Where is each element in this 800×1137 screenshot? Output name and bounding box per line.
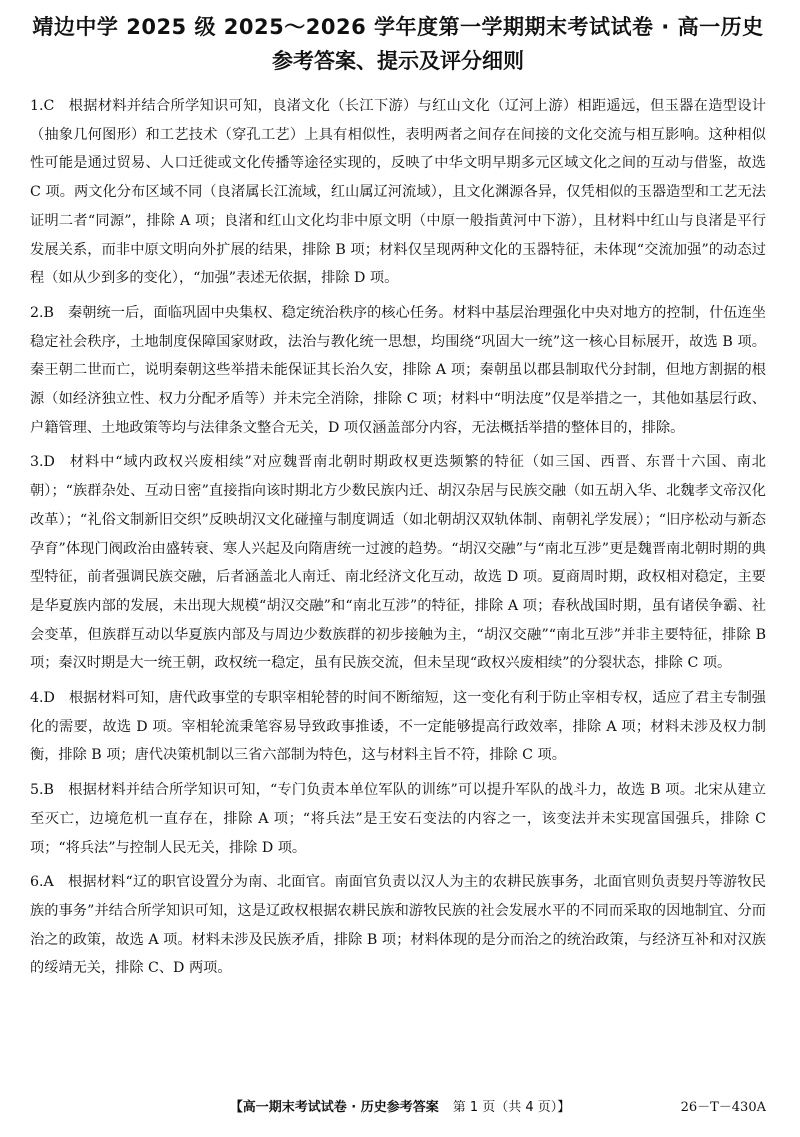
item-number: 5.: [30, 782, 44, 799]
item-number: 1.: [30, 98, 44, 114]
footer-page-number: 第 1 页（共 4 页）】: [452, 1100, 571, 1115]
item-answer: D: [43, 690, 55, 707]
answer-item-6: [30, 868, 766, 983]
page-subtitle: 参考答案、提示及评分细则: [272, 49, 524, 73]
item-explanation: 秦朝统一后，面临巩固中央集权、稳定统治秩序的核心任务。材料中基层治理强化中央对地方的控制，什伍连坐稳定社会秩序，土地制度保障国家财政，法治与教化统一思想，均围绕“巩固大一统”这一核心目标展开，故选 B 项。秦王朝二世而亡，说明秦朝这些举措未能保证其长治久安，排除 A 项；秦朝虽以郡县制取代分封制，但地方割据的根源（如经济独立性、权力分配矛盾等）并未完全消除，排除 C 项；材料中“明法度”仅是举措之一，其他如基层行政、户籍管理、土地政策等均与法律条文整合无关，D 项仅涵盖部分内容，无法概括举措的整体目的，排除。: [30, 304, 766, 436]
item-explanation: 根据材料并结合所学知识可知，“专门负责本单位军队的训练”可以提升军队的战斗力，故选 B 项。北宋从建立至灭亡，边境危机一直存在，排除 A 项；“将兵法”是王安石变法的内容之一，该变法并未实现富国强兵，排除 C 项；“将兵法”与控制人民无关，排除 D 项。: [30, 782, 766, 856]
answer-item-2: [30, 299, 766, 443]
item-explanation: 根据材料“辽的职官设置分为南、北面官。南面官负责以汉人为主的农耕民族事务，北面官则负责契丹等游牧民族的事务”并结合所学知识可知，这是辽政权根据农耕民族和游牧民族的社会发展水平的不同而采取的因地制宜、分而治之的政策，故选 A 项。材料未涉及民族矛盾，排除 B 项；材料体现的是分而治之的统治政策，与经济互补和对汉族的绥靖无关，排除 C、D 两项。: [30, 874, 766, 977]
item-number: 6.: [30, 874, 44, 891]
item-number: 3.: [30, 454, 44, 471]
item-explanation: 根据材料并结合所学知识可知，良渚文化（长江下游）与红山文化（辽河上游）相距遥远，但玉器在造型设计（抽象几何图形）和工艺技术（穿孔工艺）上具有相似性，表明两者之间存在间接的文化交流与相互影响。这种相似性可能是通过贸易、人口迁徙或文化传播等途径实现的，反映了中华文明早期多元区域文化之间的互动与借鉴，故选 C 项。两文化分布区域不同（良渚属长江流域，红山属辽河流域），且文化渊源各异，仅凭相似的玉器造型和工艺无法证明二者“同源”，排除 A 项；良渚和红山文化均非中原文明（中原一般指黄河中下游），且材料中红山与良渚是平行发展关系，而非中原文明向外扩展的结果，排除 B 项；材料仅呈现两种文化的玉器特征，未体现“交流加强”的动态过程（如从少到多的变化），“加强”表述无依据，排除 D 项。: [30, 98, 766, 287]
footer-code: 26－T－430A: [680, 1100, 766, 1115]
answer-item-5: [30, 776, 766, 862]
item-answer: B: [43, 304, 54, 321]
item-answer: D: [43, 454, 55, 471]
answer-item-1: [30, 92, 766, 293]
answer-item-3: [30, 448, 766, 678]
item-answer: A: [43, 874, 54, 891]
item-number: 2.: [30, 304, 44, 321]
item-answer: C: [43, 98, 55, 114]
page-title: 靖边中学 2025 级 2025～2026 学年度第一学期期末考试试卷 · 高一历史: [32, 15, 764, 39]
item-answer: B: [43, 782, 54, 799]
item-explanation: 根据材料可知，唐代政事堂的专职宰相轮替的时间不断缩短，这一变化有利于防止宰相专权，适应了君主专制强化的需要，故选 D 项。宰相轮流秉笔容易导致政事推诿，不一定能够提高行政效率，排除 A 项；材料未涉及权力制衡，排除 B 项；唐代决策机制以三省六部制为特色，这与材料主旨不符，排除 C 项。: [30, 690, 766, 764]
item-explanation: 材料中“域内政权兴废相续”对应魏晋南北朝时期政权更迭频繁的特征（如三国、西晋、东晋十六国、南北朝）；“族群杂处、互动日密”直接指向该时期北方少数民族内迁、胡汉杂居与民族交融（如五胡入华、北魏孝文帝汉化改革）；“礼俗文制新旧交织”反映胡汉文化碰撞与制度调适（如北朝胡汉双轨体制、南朝礼学发展）；“旧序松动与新态孕育”体现门阀政治由盛转衰、寒人兴起及向隋唐统一过渡的趋势。“胡汉交融”与“南北互涉”更是魏晋南北朝时期的典型特征，前者强调民族交融，后者涵盖北人南迁、南北经济文化互动，故选 D 项。夏商周时期，政权相对稳定，主要是华夏族内部的发展，未出现大规模“胡汉交融”和“南北互涉”的特征，排除 A 项；春秋战国时期，虽有诸侯争霸、社会变革，但族群互动以华夏族内部及与周边少数族群的初步接触为主，“胡汉交融”“南北互涉”并非主要特征，排除 B 项；秦汉时期是大一统王朝，政权统一稳定，虽有民族交流，但未呈现“政权兴废相续”的分裂状态，排除 C 项。: [30, 454, 766, 672]
answer-list: [30, 92, 766, 983]
footer-exam-label: 【高一期末考试试卷 · 历史参考答案: [229, 1100, 439, 1115]
answer-item-4: [30, 684, 766, 770]
item-number: 4.: [30, 690, 44, 707]
